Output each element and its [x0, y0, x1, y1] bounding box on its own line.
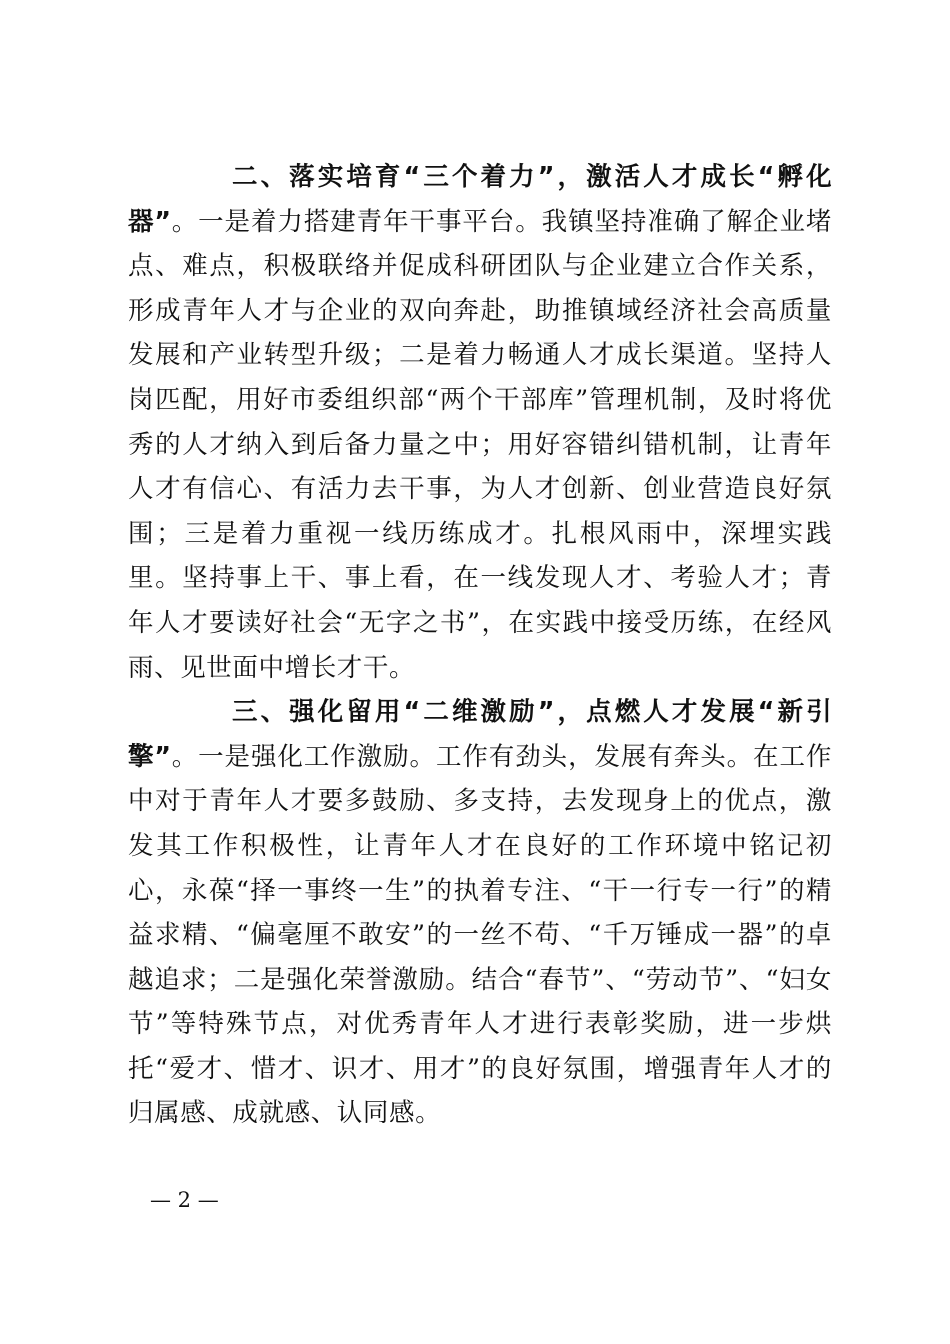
section-two-paragraph — [128, 155, 832, 690]
section-three-paragraph — [128, 690, 832, 1136]
document-body — [128, 155, 832, 1136]
section-two-body: 。一是着力搭建青年干事平台。我镇坚持准确了解企业堵点、难点，积极联络并促成科研团队与企业建立合作关系，形成青年人才与企业的双向奔赴，助推镇域经济社会高质量发展和产业转型升级；二是着力畅通人才成长渠道。坚持人岗匹配，用好市委组织部“两个干部库”管理机制，及时将优秀的人才纳入到后备力量之中；用好容错纠错机制，让青年人才有信心、有活力去干事，为人才创新、创业营造良好氛围；三是着力重视一线历练成才。扎根风雨中，深埋实践里。坚持事上干、事上看，在一线发现人才、考验人才；青年人才要读好社会“无字之书”，在实践中接受历练，在经风雨、见世面中增长才干。 — [128, 206, 832, 683]
section-three-body: 。一是强化工作激励。工作有劲头，发展有奔头。在工作中对于青年人才要多鼓励、多支持，去发现身上的优点，激发其工作积极性，让青年人才在良好的工作环境中铭记初心，永葆“择一事终一生”的执着专注、“干一行专一行”的精益求精、“偏毫厘不敢安”的一丝不苟、“千万锤成一器”的卓越追求；二是强化荣誉激励。结合“春节”、“劳动节”、“妇女节”等特殊节点，对优秀青年人才进行表彰奖励，进一步烘托“爱才、惜才、识才、用才”的良好氛围，增强青年人才的归属感、成就感、认同感。 — [128, 741, 832, 1129]
page-number: — 2 — — [150, 1188, 219, 1212]
section-two-heading: 二、落实培育“三个着力”，激活人才成长“孵化器” — [128, 162, 832, 237]
section-three-heading: 三、强化留用“二维激励”，点燃人才发展“新引擎” — [128, 697, 832, 772]
